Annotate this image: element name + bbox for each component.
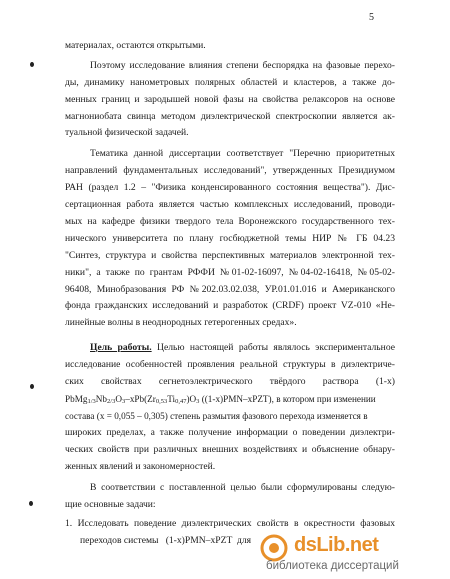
text-line: туальной физической задачей.	[65, 127, 189, 138]
goal-line	[90, 342, 395, 354]
text-line: ники", а также по грантам РФФИ №01-02-16097, №04-02-16418, №05-02-	[65, 267, 395, 278]
text-line: щие основные задачи:	[65, 499, 156, 510]
text-line: ских свойствах сегнетоэлектрического твёрдого раствора (1-x)	[65, 376, 395, 387]
text-line: 96408, Минобразования РФ №202.03.02.038, УР.01.01.016 и Американского	[65, 284, 395, 295]
text-line: РАН (раздел 1.2 – "Физика конденсированного состояния вещества"). Дис-	[65, 182, 395, 193]
numbered-task: 1. Исследовать поведение диэлектрических свойств в окрестности фазовых	[65, 518, 395, 529]
binding-hole-mark	[29, 501, 33, 506]
text-line: В соответствии с поставленной целью были сформулированы следую-	[90, 482, 395, 493]
binding-hole-mark	[30, 62, 34, 67]
text-line: материалах, остаются открытыми.	[65, 40, 206, 51]
text-line: широких пределах, а также получение информации о поведении диэлектри-	[65, 427, 395, 438]
goal-label: Цель работы.	[90, 342, 152, 353]
dslib-watermark[interactable]	[260, 534, 445, 576]
text-line: исследование особенностей проявления реальной структуры в диэлектриче-	[65, 359, 395, 370]
numbered-task-continuation: переходов системы (1-x)PMN–xPZT для	[80, 535, 252, 546]
text-line: сертационная работа является частью комплексных исследований, проводи-	[65, 199, 395, 210]
binding-hole-mark	[30, 384, 34, 389]
watermark-site: dsLib.net	[294, 534, 379, 556]
text-line: состава (x = 0,055 – 0,305) степень размытия фазового перехода изменяется в	[65, 411, 368, 421]
page-number: 5	[369, 12, 374, 23]
text-line: фонда гражданских исследований и разработок (CRDF) проект VZ-010 «Не-	[65, 300, 395, 311]
text-line: Поэтому исследование влияния степени беспорядка на фазовые перехо-	[90, 60, 395, 71]
text-line: мых на кафедре физики твердого тела Воронежского государственного тех-	[65, 216, 395, 227]
text-line: Тематика данной диссертации соответствует "Перечню приоритетных	[90, 148, 395, 159]
dslib-logo-icon	[260, 534, 288, 562]
formula-line: PbMg1/3Nb2/3O3–xPb(Zr0,53Ti0,47)O3 ((1-x)PMN–xPZT), в котором при изменении	[65, 394, 376, 405]
goal-text: Целью настоящей работы являлось экспериментальное	[151, 342, 395, 353]
text-line: менных границ и зародышей новой фазы на свойства релаксоров на основе	[65, 94, 395, 105]
text-line: магнониобата свинца методом диэлектрической спектроскопии является ак-	[65, 111, 395, 122]
text-line: "Синтез, структура и свойства перспективных материалов электронной тех-	[65, 250, 395, 261]
text-line: ды, динамику нанометровых полярных областей и кластеров, а также до-	[65, 77, 395, 88]
watermark-subtitle: библиотека диссертаций	[266, 560, 399, 572]
text-line: линейные волны в неоднородных гетерогенных средах».	[65, 317, 297, 328]
text-line: нического университета по плану госбюджетной темы НИР № ГБ 04.23	[65, 233, 395, 244]
text-line: ческих свойств при различных внешних воздействиях и объяснение обнару-	[65, 444, 395, 455]
text-line: женных явлений и закономерностей.	[65, 461, 216, 472]
text-line: направлений фундаментальных исследований", утвержденных Президиумом	[65, 165, 395, 176]
